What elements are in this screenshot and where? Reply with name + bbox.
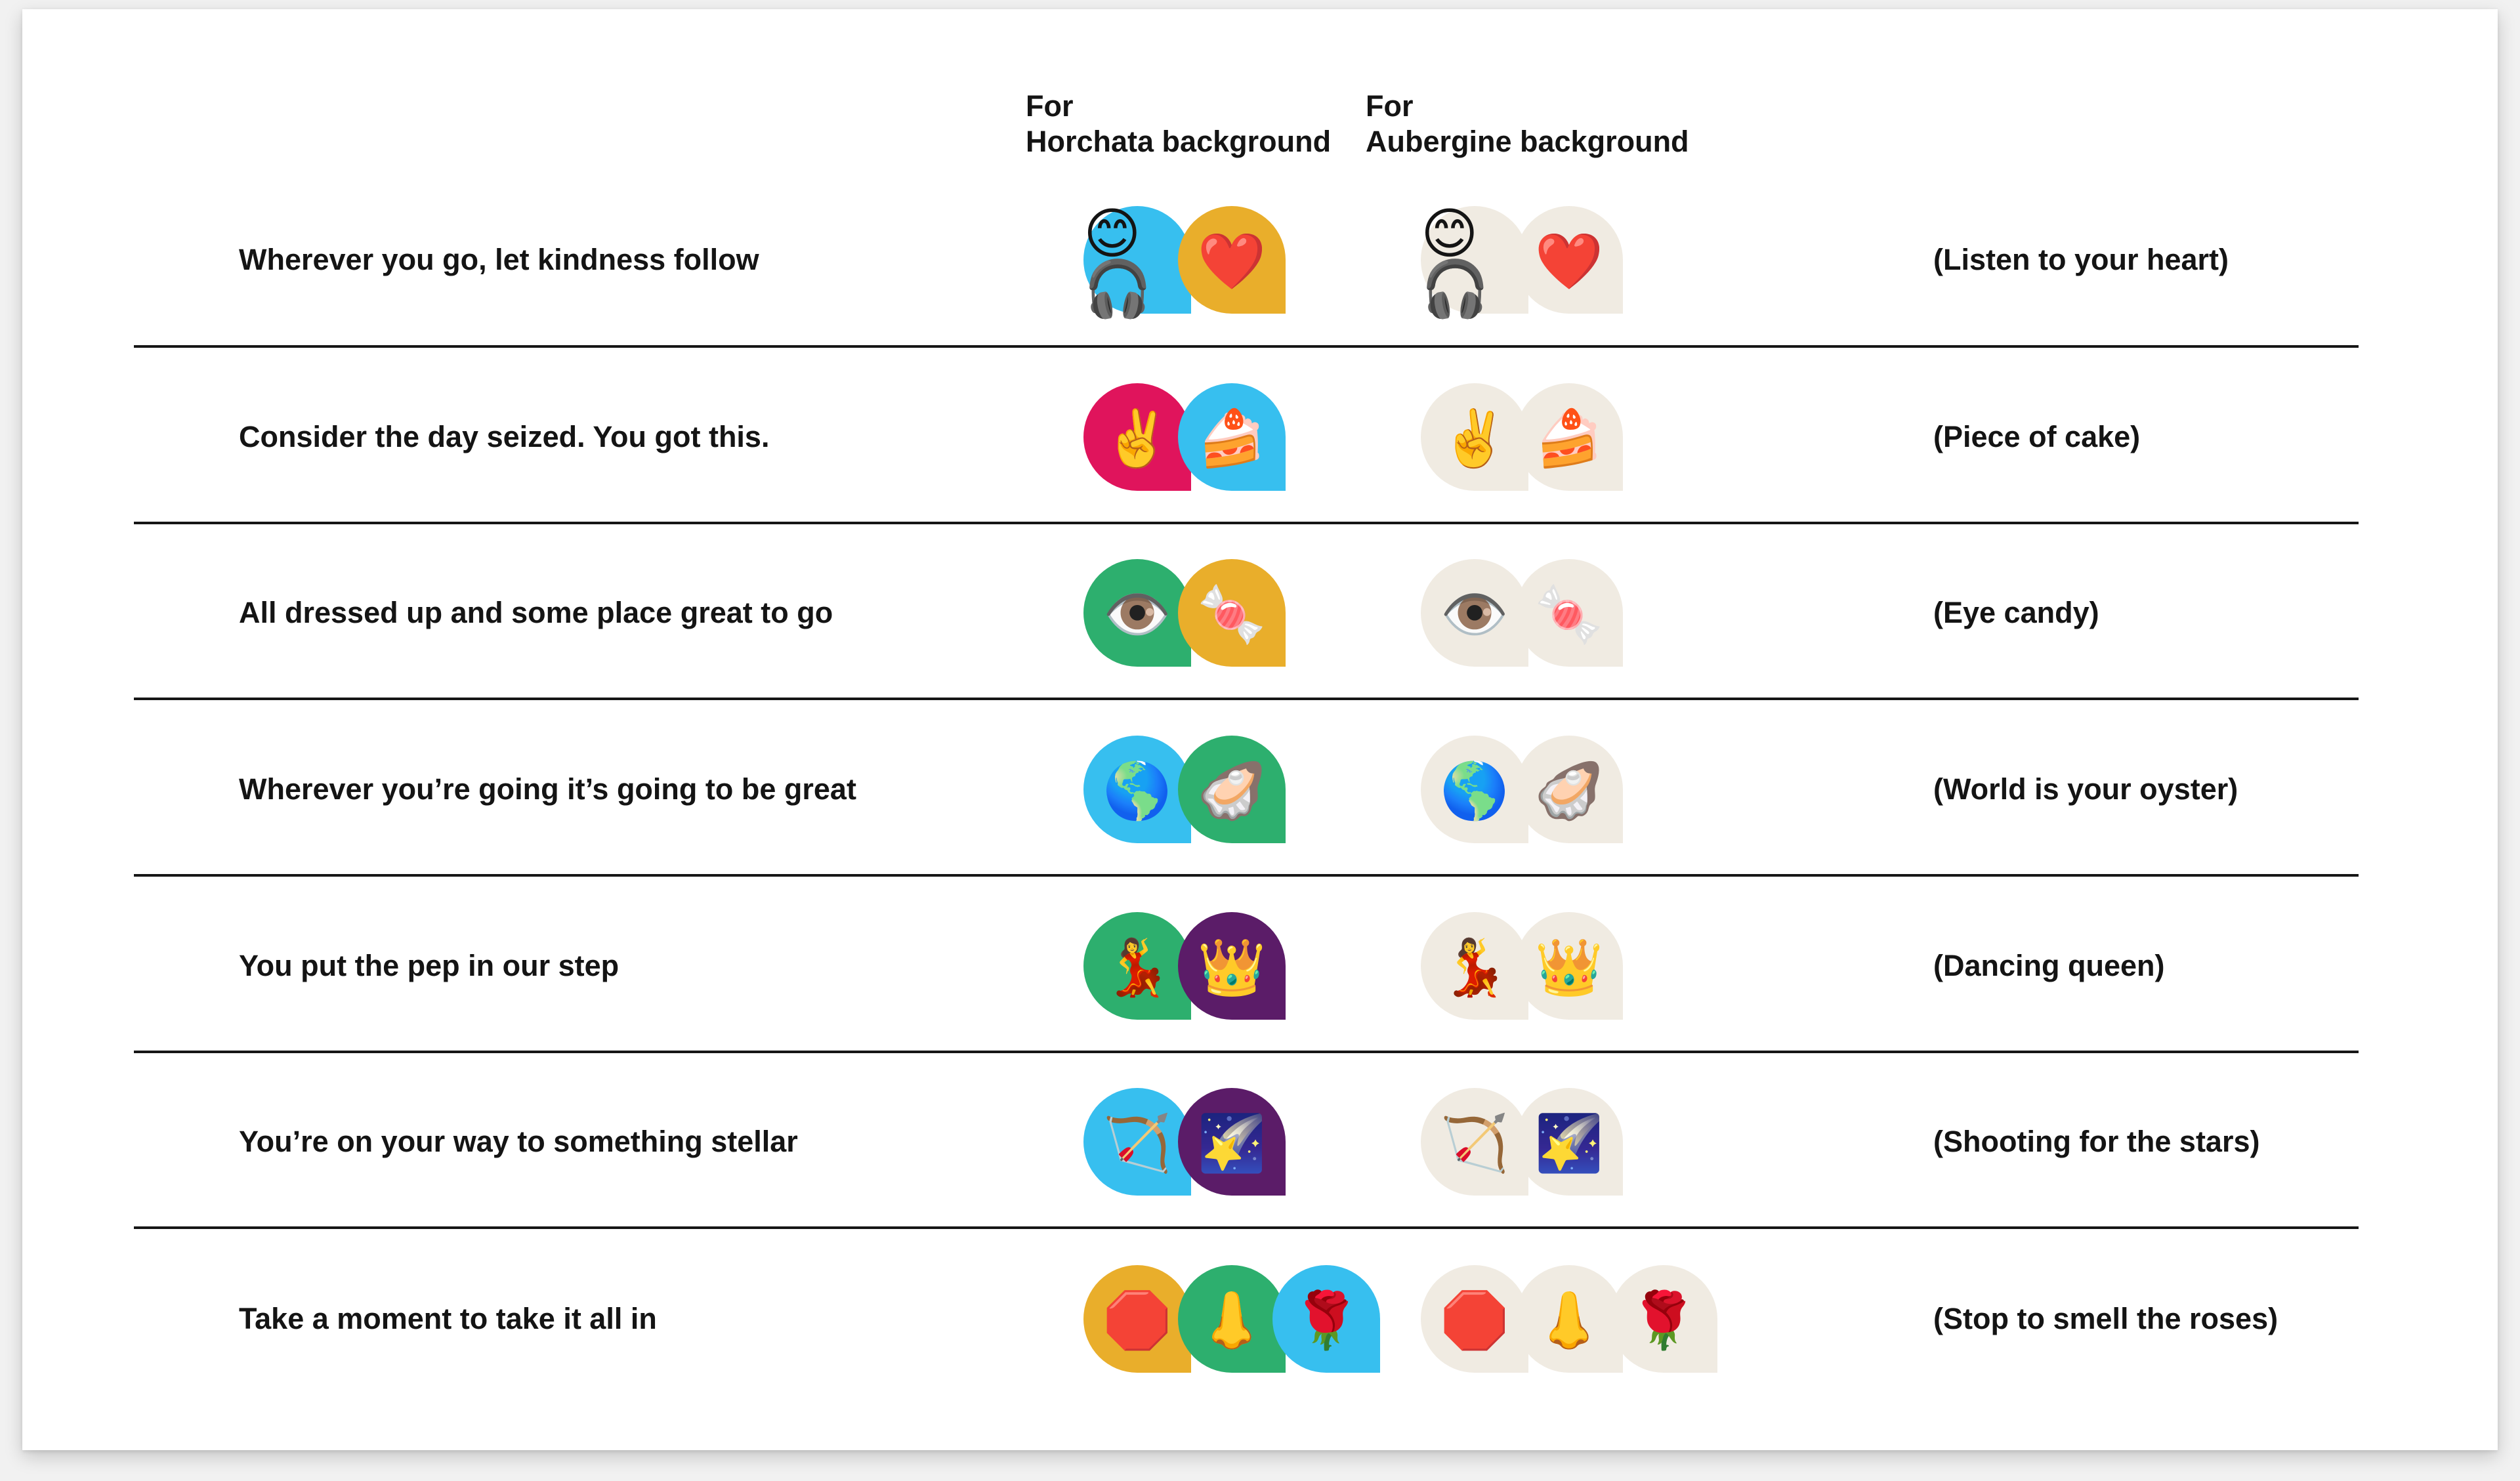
meaning-text: (World is your oyster) [1933, 772, 2238, 806]
aubergine-sticker-group [1421, 203, 1623, 320]
aubergine-sticker-group [1421, 383, 1623, 491]
bow-and-arrow-icon: 🏹 [1440, 1112, 1509, 1174]
aubergine-column-header [1366, 89, 1689, 159]
row-divider [134, 345, 2359, 348]
nose-icon: 👃 [1534, 1289, 1604, 1351]
sticker-badge [1083, 736, 1191, 843]
phrase-text: You’re on your way to something stellar [239, 1125, 798, 1158]
header-line: For [1366, 89, 1414, 123]
oyster-icon: 🦪 [1197, 760, 1267, 822]
horchata-sticker-group [1083, 383, 1286, 491]
sticker-badge [1178, 1265, 1286, 1373]
table-row [22, 702, 2498, 877]
table-row [22, 1054, 2498, 1229]
sticker-badge [1083, 912, 1191, 1020]
header-line: Aubergine background [1366, 125, 1689, 158]
headphones-smile-icon: 😊🎧 [1421, 203, 1490, 320]
meaning-text: (Dancing queen) [1933, 949, 2165, 982]
aubergine-sticker-group [1421, 1088, 1623, 1196]
sticker-badge [1421, 1088, 1528, 1196]
header-line: Horchata background [1026, 125, 1332, 158]
sticker-badge [1178, 912, 1286, 1020]
sticker-badge [1515, 206, 1623, 314]
horchata-sticker-group [1083, 1265, 1380, 1373]
aubergine-sticker-group [1421, 559, 1623, 667]
sticker-badge [1421, 203, 1528, 320]
horchata-sticker-group [1083, 736, 1286, 843]
sticker-badge [1515, 559, 1623, 667]
eye-icon: 👁️ [1102, 583, 1172, 645]
meaning-text: (Piece of cake) [1933, 420, 2141, 453]
row-divider [134, 1226, 2359, 1229]
sticker-badge [1421, 736, 1528, 843]
row-divider [134, 698, 2359, 700]
candy-icon: 🍬 [1534, 583, 1604, 645]
horchata-sticker-group [1083, 912, 1286, 1020]
horchata-sticker-group [1083, 559, 1286, 667]
oyster-icon: 🦪 [1534, 760, 1604, 822]
aubergine-sticker-group [1421, 1265, 1717, 1373]
crown-icon: 👑 [1197, 936, 1267, 998]
sticker-badge [1610, 1265, 1717, 1373]
red-heart-icon: ❤️ [1197, 230, 1267, 292]
sticker-badge [1421, 912, 1528, 1020]
sticker-badge [1515, 912, 1623, 1020]
horchata-sticker-group [1083, 1088, 1286, 1196]
sticker-badge [1515, 1088, 1623, 1196]
table-row [22, 350, 2498, 524]
table-row [22, 526, 2498, 700]
sticker-reference-card [22, 9, 2498, 1450]
aubergine-sticker-group [1421, 912, 1623, 1020]
nose-icon: 👃 [1197, 1289, 1267, 1351]
sticker-badge [1272, 1265, 1380, 1373]
meaning-text: (Stop to smell the roses) [1933, 1302, 2278, 1335]
phrase-text: All dressed up and some place great to go [239, 596, 833, 629]
globe-icon: 🌎 [1102, 760, 1172, 822]
sticker-badge [1178, 1088, 1286, 1196]
header-line: For [1026, 89, 1074, 123]
table-row [22, 172, 2498, 348]
horchata-sticker-group [1083, 203, 1286, 320]
dancer-icon: 💃 [1102, 936, 1172, 998]
bow-and-arrow-icon: 🏹 [1102, 1112, 1172, 1174]
sticker-badge [1421, 1265, 1528, 1373]
phrase-text: Take a moment to take it all in [239, 1302, 657, 1335]
meaning-text: (Listen to your heart) [1933, 243, 2229, 276]
eye-icon: 👁️ [1440, 583, 1509, 645]
aubergine-sticker-group [1421, 736, 1623, 843]
headphones-smile-icon: 😊🎧 [1083, 203, 1152, 320]
sticker-badge [1083, 559, 1191, 667]
phrase-text: You put the pep in our step [239, 949, 620, 982]
victory-hand-icon: ✌️ [1440, 407, 1509, 469]
stop-sign-icon: 🛑 [1440, 1289, 1509, 1351]
sticker-badge [1083, 383, 1191, 491]
rose-icon: 🌹 [1629, 1289, 1698, 1351]
meaning-text: (Shooting for the stars) [1933, 1125, 2260, 1158]
sticker-badge [1421, 383, 1528, 491]
sticker-badge [1083, 1265, 1191, 1373]
sticker-badge [1421, 559, 1528, 667]
row-divider [134, 874, 2359, 877]
phrase-text: Wherever you go, let kindness follow [239, 243, 759, 276]
row-divider [134, 1051, 2359, 1053]
victory-hand-icon: ✌️ [1102, 407, 1172, 469]
shooting-star-icon: 🌠 [1534, 1112, 1604, 1174]
table-row [22, 879, 2498, 1053]
dancer-icon: 💃 [1440, 936, 1509, 998]
globe-icon: 🌎 [1440, 760, 1509, 822]
sticker-badge [1515, 1265, 1623, 1373]
cake-slice-icon: 🍰 [1197, 407, 1267, 469]
meaning-text: (Eye candy) [1933, 596, 2099, 629]
cake-slice-icon: 🍰 [1534, 407, 1604, 469]
sticker-badge [1178, 383, 1286, 491]
candy-icon: 🍬 [1197, 583, 1267, 645]
horchata-column-header [1026, 89, 1331, 159]
phrase-text: Consider the day seized. You got this. [239, 420, 770, 453]
table-row [22, 1231, 2498, 1407]
shooting-star-icon: 🌠 [1197, 1112, 1267, 1174]
stop-sign-icon: 🛑 [1102, 1289, 1172, 1351]
sticker-badge [1515, 736, 1623, 843]
sticker-badge [1178, 559, 1286, 667]
row-divider [134, 522, 2359, 524]
sticker-badge [1178, 736, 1286, 843]
sticker-badge [1083, 1088, 1191, 1196]
phrase-text: Wherever you’re going it’s going to be great [239, 772, 856, 806]
sticker-badge [1515, 383, 1623, 491]
crown-icon: 👑 [1534, 936, 1604, 998]
sticker-badge [1083, 203, 1191, 320]
red-heart-icon: ❤️ [1534, 230, 1604, 292]
rose-icon: 🌹 [1292, 1289, 1361, 1351]
sticker-badge [1178, 206, 1286, 314]
